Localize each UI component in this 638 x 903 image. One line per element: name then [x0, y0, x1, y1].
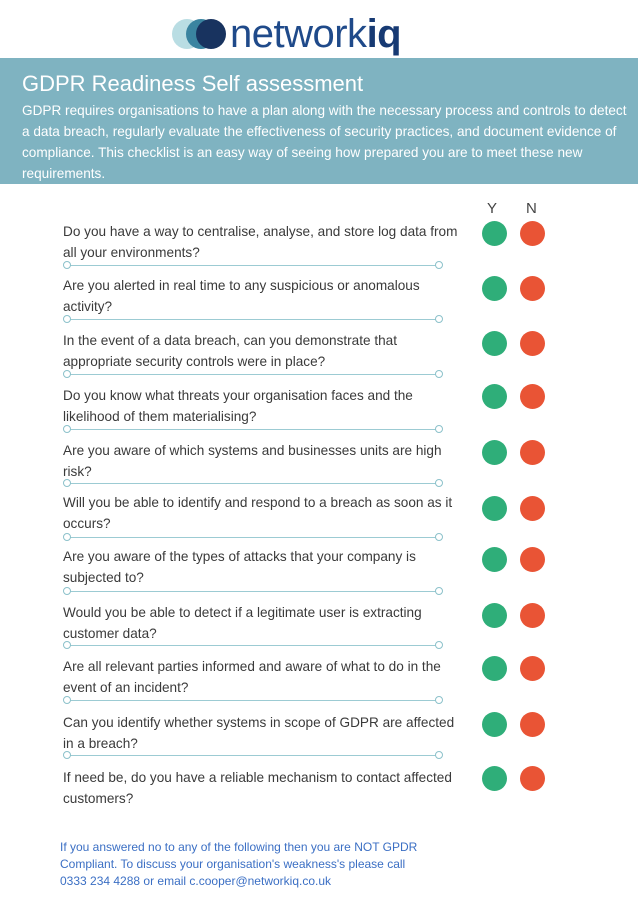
question — [63, 767, 458, 809]
question-divider — [63, 261, 443, 269]
answer-no-button[interactable] — [520, 384, 545, 409]
question — [63, 221, 458, 263]
question-text: If need be, do you have a reliable mechanism to contact affected customers? — [63, 770, 452, 806]
question-text: In the event of a data breach, can you demonstrate that appropriate security controls were in place? — [63, 333, 398, 369]
question-text: Are you aware of which systems and businesses units are high risk? — [63, 443, 442, 479]
answer-no-button[interactable] — [520, 766, 545, 791]
question-divider — [63, 425, 443, 433]
footer-line-3: 0333 234 4288 or email c.cooper@networkiq.co.uk — [60, 874, 332, 888]
answer-no-button[interactable] — [520, 603, 545, 628]
answer-yes-button[interactable] — [482, 331, 507, 356]
answer-no-button[interactable] — [520, 331, 545, 356]
header-banner — [0, 58, 638, 184]
question-text: Are you aware of the types of attacks that your company is subjected to? — [63, 549, 416, 585]
answer-no-button[interactable] — [520, 440, 545, 465]
question — [63, 712, 458, 754]
question-divider — [63, 479, 443, 487]
question-divider — [63, 751, 443, 759]
question-divider — [63, 641, 443, 649]
question-text: Will you be able to identify and respond to a breach as soon as it occurs? — [63, 495, 453, 531]
question-text: Do you know what threats your organisation faces and the likelihood of them materialising? — [63, 388, 413, 424]
question — [63, 546, 458, 588]
question-text: Do you have a way to centralise, analyse, and store log data from all your environments? — [63, 224, 458, 260]
question-text: Can you identify whether systems in scope of GDPR are affected in a breach? — [63, 715, 455, 751]
question-divider — [63, 696, 443, 704]
answer-no-button[interactable] — [520, 221, 545, 246]
answer-yes-button[interactable] — [482, 276, 507, 301]
column-header-yes: Y — [487, 200, 498, 217]
logo-circles-icon — [172, 16, 232, 52]
question-divider — [63, 370, 443, 378]
answer-yes-button[interactable] — [482, 384, 507, 409]
question-divider — [63, 315, 443, 323]
answer-no-button[interactable] — [520, 547, 545, 572]
answer-yes-button[interactable] — [482, 221, 507, 246]
footer-line-1: If you answered no to any of the following then you are NOT GPDR — [60, 840, 418, 854]
question — [63, 656, 458, 698]
column-header-no: N — [526, 200, 537, 217]
question — [63, 275, 458, 317]
answer-yes-button[interactable] — [482, 496, 507, 521]
question-divider — [63, 533, 443, 541]
answer-yes-button[interactable] — [482, 656, 507, 681]
intro-text: GDPR requires organisations to have a plan along with the necessary process and controls to detect a data breach, regularly evaluate the effectiveness of security practices, and document evidence of compliance. This checklist is an easy way of seeing how prepared you are to meet these new requirements. — [22, 103, 627, 181]
answer-yes-button[interactable] — [482, 440, 507, 465]
answer-yes-button[interactable] — [482, 603, 507, 628]
footer-note — [60, 839, 460, 890]
question-text: Are all relevant parties informed and aware of what to do in the event of an incident? — [63, 659, 441, 695]
answer-no-button[interactable] — [520, 276, 545, 301]
answer-yes-button[interactable] — [482, 712, 507, 737]
question-text: Are you alerted in real time to any suspicious or anomalous activity? — [63, 278, 420, 314]
question — [63, 330, 458, 372]
answer-yes-button[interactable] — [482, 766, 507, 791]
answer-no-button[interactable] — [520, 712, 545, 737]
question-divider — [63, 587, 443, 595]
networkiq-logo — [172, 12, 401, 56]
answer-yes-button[interactable] — [482, 547, 507, 572]
question — [63, 602, 458, 644]
footer-line-2: Compliant. To discuss your organisation's weakness's please call — [60, 857, 406, 871]
question — [63, 492, 458, 534]
question — [63, 385, 458, 427]
page-title: GDPR Readiness Self assessment — [22, 71, 364, 96]
answer-no-button[interactable] — [520, 656, 545, 681]
question-text: Would you be able to detect if a legitimate user is extracting customer data? — [63, 605, 422, 641]
answer-no-button[interactable] — [520, 496, 545, 521]
logo-wordmark: networkiq — [230, 12, 402, 56]
question — [63, 440, 458, 482]
